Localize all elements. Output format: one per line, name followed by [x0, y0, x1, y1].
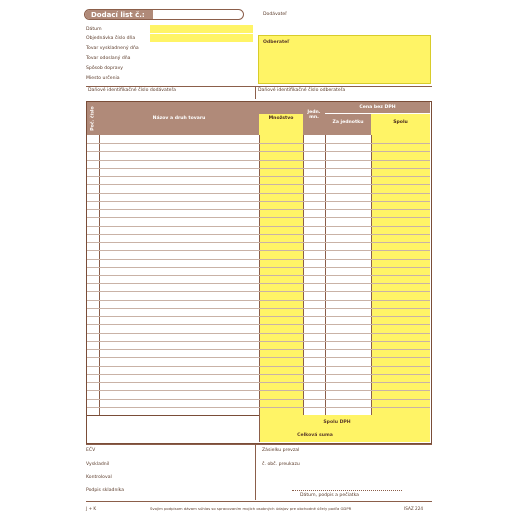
- celkova-suma-label: Celková suma: [297, 433, 333, 438]
- table-row: [87, 160, 430, 161]
- dic-divider: [255, 86, 256, 99]
- zasielku-prevzal-label: Zásielku prevzal: [262, 448, 300, 453]
- table-row: [87, 184, 430, 185]
- delivery-note-number-field[interactable]: [84, 9, 244, 20]
- objednavka-input[interactable]: [150, 34, 253, 42]
- table-row: [87, 267, 430, 268]
- col-za-jednotku-header: Za jednotku: [332, 120, 364, 125]
- table-row: [87, 193, 430, 194]
- bottom-divider: [255, 444, 256, 500]
- table-row: [87, 283, 430, 284]
- odberatel-box[interactable]: [258, 35, 431, 84]
- dic-dodavatela-label: Daňové identifikačné číslo dodávateľa: [88, 88, 176, 93]
- odberatel-label: Odberateľ: [263, 40, 290, 45]
- table-row: [87, 357, 430, 358]
- footer-consent: Svojim podpisom dávam súhlas so spracovaním mojich osobných údajov pre obchodné účely podľa GDPR: [150, 506, 352, 511]
- table-row: [87, 201, 430, 202]
- table-row: [87, 316, 430, 317]
- table-row: [87, 382, 430, 383]
- table-row: [87, 209, 430, 210]
- table-row: [87, 151, 430, 152]
- table-row: [87, 234, 430, 235]
- table-row: [87, 226, 430, 227]
- summary-left-rule: [259, 415, 260, 442]
- table-row: [87, 259, 430, 260]
- table-row: [87, 168, 430, 169]
- col-cena-group-header: Cena bez DPH: [359, 105, 396, 110]
- table-row: [87, 250, 430, 251]
- cena-group-rule: [325, 113, 430, 114]
- footer-code: ISAZ 224: [404, 506, 424, 511]
- vyskladneny-label: Tovar vyskladnený dňa: [86, 46, 139, 51]
- table-row: [87, 143, 430, 144]
- spolu-dph-label: Spolu DPH: [323, 420, 351, 425]
- col-jedn-header: Jedn. mn.: [307, 110, 321, 120]
- miesto-urcenia-label: Miesto určenia: [86, 76, 120, 81]
- col-poc-header: Poč. číslo: [90, 106, 96, 131]
- page-title: Dodací list č.:: [91, 11, 145, 19]
- footer-rule: [86, 501, 432, 502]
- table-row: [87, 275, 430, 276]
- table-row: [87, 300, 430, 301]
- datum-podpis-label: Dátum, podpis a pečiatka: [300, 493, 359, 498]
- datum-input[interactable]: [150, 25, 253, 33]
- table-row: [87, 407, 430, 408]
- signature-line[interactable]: [292, 490, 402, 491]
- table-row: [87, 333, 430, 334]
- table-row: [87, 291, 430, 292]
- items-table: [86, 101, 432, 444]
- table-row: [87, 176, 430, 177]
- vyskladnil-label: Vyskladnil: [86, 462, 110, 467]
- table-row: [87, 242, 430, 243]
- kontroloval-label: Kontroloval: [86, 475, 112, 480]
- col-mnozstvo-header: Množstvo: [268, 116, 294, 121]
- col-spolu-header: Spolu: [393, 120, 408, 125]
- datum-label: Dátum: [86, 27, 102, 32]
- table-row: [87, 341, 430, 342]
- table-row: [87, 399, 430, 400]
- table-row: [87, 324, 430, 325]
- objednavka-label: Objednávka číslo dňa: [86, 36, 136, 41]
- table-row: [87, 366, 430, 367]
- dic-odberatela-label: Daňové identifikačné číslo odberateľa: [258, 88, 346, 93]
- bottom-top-rule: [86, 444, 432, 445]
- table-row: [87, 349, 430, 350]
- table-row: [87, 308, 430, 309]
- footer-left: J + K: [86, 506, 97, 511]
- table-row: [87, 390, 430, 391]
- dic-top-rule: [86, 86, 432, 87]
- sposob-dopravy-label: Spôsob dopravy: [86, 66, 124, 71]
- podpis-skladnika-label: Podpis skladníka: [86, 488, 125, 493]
- table-row: [87, 374, 430, 375]
- col-nazov-header: Názov a druh tovaru: [152, 116, 206, 121]
- table-row: [87, 217, 430, 218]
- odoslany-label: Tovar odoslaný dňa: [86, 56, 131, 61]
- obc-preukaz-label: č. obč. preukazu: [262, 462, 300, 467]
- dodavatel-label: Dodávateľ: [263, 12, 287, 17]
- ecv-label: EČV: [86, 448, 96, 453]
